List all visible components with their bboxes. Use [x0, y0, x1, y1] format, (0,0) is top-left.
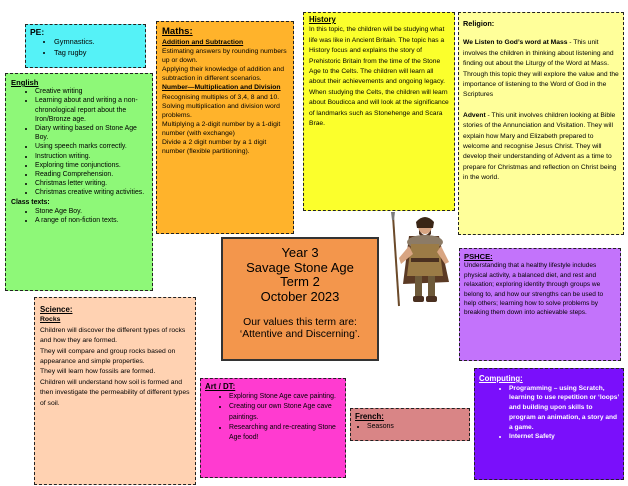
- values-label: Our values this term are:: [243, 317, 357, 328]
- religion-text: - This unit involves the children in thinking about listening and finding out about the Liturgy of the Word at Mass. Through this topic they will explore the value and the importance of listening to the Word of God in the Scriptures: [463, 39, 619, 99]
- english-list: [11, 87, 147, 197]
- maths-text: Recognising multiples of 3,4, 8 and 10.: [162, 93, 280, 101]
- list-item: • Researching and re-creating Stone Age food!: [229, 423, 341, 443]
- class-texts-heading: Class texts:: [11, 198, 50, 206]
- religion-panel: [458, 12, 624, 235]
- pshce-panel: [459, 248, 621, 361]
- list-item: • Gymnastics.: [54, 37, 141, 47]
- list-item: • Exploring Stone Age cave painting.: [229, 392, 341, 402]
- art-dt-heading: Art / DT:: [205, 382, 236, 391]
- list-item: • Christmas creative writing activities.: [35, 188, 147, 197]
- list-item: • Using speech marks correctly.: [35, 142, 147, 151]
- list-item: • Creative writing: [35, 87, 147, 96]
- science-text: They will learn how fossils are formed.: [40, 368, 156, 376]
- maths-panel: [156, 21, 294, 234]
- religion-heading: Religion:: [463, 19, 495, 28]
- list-item: • Creating our own Stone Age cave paintings.: [229, 402, 341, 422]
- class-texts-list: [11, 207, 147, 225]
- science-text: They will compare and group rocks based on appearance and simple properties.: [40, 347, 176, 366]
- date-title: October 2023: [260, 288, 340, 304]
- english-panel: [5, 73, 153, 291]
- history-panel: [303, 12, 455, 211]
- list-item: • Christmas letter writing.: [35, 179, 147, 188]
- list-item: • Internet Safety: [509, 432, 619, 442]
- list-item: • Reading Comprehension.: [35, 170, 147, 179]
- french-heading: French:: [355, 412, 384, 421]
- science-heading: Science:: [40, 305, 73, 314]
- religion-unit-title: Advent: [463, 111, 486, 119]
- pe-list: [30, 37, 141, 58]
- computing-list: [479, 384, 619, 442]
- maths-text: Multiplying a 2-digit number by a 1-digit number (with exchange): [162, 120, 281, 137]
- science-text: Children will discover the different types of rocks and how they are formed.: [40, 326, 186, 345]
- list-item: • Diary writing based on Stone Age Boy.: [35, 124, 147, 142]
- maths-subheading: Addition and Subtraction: [162, 39, 244, 46]
- pe-heading: PE:: [30, 27, 45, 37]
- stone-age-man-illustration: [385, 212, 459, 308]
- french-list: [355, 422, 465, 432]
- religion-paragraph: [463, 38, 619, 100]
- pshce-text: Understanding that a healthy lifestyle includes physical activity, a balanced diet, and rest and relaxation; exploring identity through groups we belong to, and how our strengths can be used to help others; learning how to solve problems by breaking them down into achievable steps.: [464, 262, 604, 317]
- religion-unit-title: We Listen to God’s word at Mass: [463, 39, 568, 47]
- list-item: • Exploring time conjunctions.: [35, 161, 147, 170]
- list-item: • A range of non-fiction texts.: [35, 216, 147, 225]
- science-subheading: Rocks: [40, 316, 61, 324]
- maths-heading: Maths:: [162, 26, 193, 37]
- maths-text: Applying their knowledge of addition and subtraction in different scenarios.: [162, 66, 285, 83]
- year-title: Year 3: [281, 245, 319, 260]
- history-heading: History: [309, 15, 336, 24]
- term-title: Term 2: [280, 274, 320, 289]
- religion-paragraph: [463, 111, 619, 184]
- maths-text: Divide a 2 digit number by a 1 digit number (flexible partitioning).: [162, 139, 267, 156]
- pe-panel: [25, 24, 146, 68]
- topic-title: Savage Stone Age: [246, 259, 354, 275]
- science-panel: [34, 297, 196, 485]
- list-item: • Instruction writing.: [35, 152, 147, 161]
- title-panel: [221, 237, 379, 361]
- science-text: Children will understand how soil is formed and then investigate the permeability of different types of soil.: [40, 378, 190, 407]
- pshce-heading: PSHCE:: [464, 252, 493, 261]
- maths-text: Estimating answers by rounding numbers up or down.: [162, 48, 287, 65]
- history-text: In this topic, the children will be studying what life was like in Ancient Britain. The topic has a History focus and explains the story of Prehistoric Britain from the time of the Stone Age to the Celts. The children will learn all about their achievements and ongoing legacy. When studying the Celts, the children will learn about Boudicca and will look at the significance of landmarks such as Stonehenge and Scara Brae.: [309, 26, 449, 128]
- computing-heading: Computing:: [479, 374, 523, 383]
- art-dt-panel: [200, 378, 346, 478]
- list-item: • Tag rugby: [54, 48, 141, 58]
- maths-subheading: Number—Multiplication and Division: [162, 84, 281, 92]
- computing-panel: [474, 368, 624, 480]
- french-panel: [350, 408, 470, 441]
- list-item: • Learning about and writing a non-chronological report about the Iron/Bronze age.: [35, 96, 147, 124]
- list-item: • Seasons: [367, 422, 465, 432]
- english-heading: English: [11, 78, 39, 87]
- maths-text: Solving multiplication and division word problems.: [162, 102, 280, 119]
- list-item: • Programming – using Scratch, learning to use repetition or ‘loops’ and building upon skills to program an animation, a story and a game.: [509, 384, 619, 433]
- religion-text: - This unit involves children looking at Bible stories of the Annunciation and Visitation. They will explain how Mary and Elizabeth prepared to welcome and recognise Jesus Christ. They will develop their understanding of Advent as a time to prepare for Christmas and reflection on Christ being in the world.: [463, 111, 617, 182]
- art-dt-list: [205, 392, 341, 443]
- list-item: • Stone Age Boy.: [35, 207, 147, 216]
- values-text: ‘Attentive and Discerning’.: [239, 329, 361, 340]
